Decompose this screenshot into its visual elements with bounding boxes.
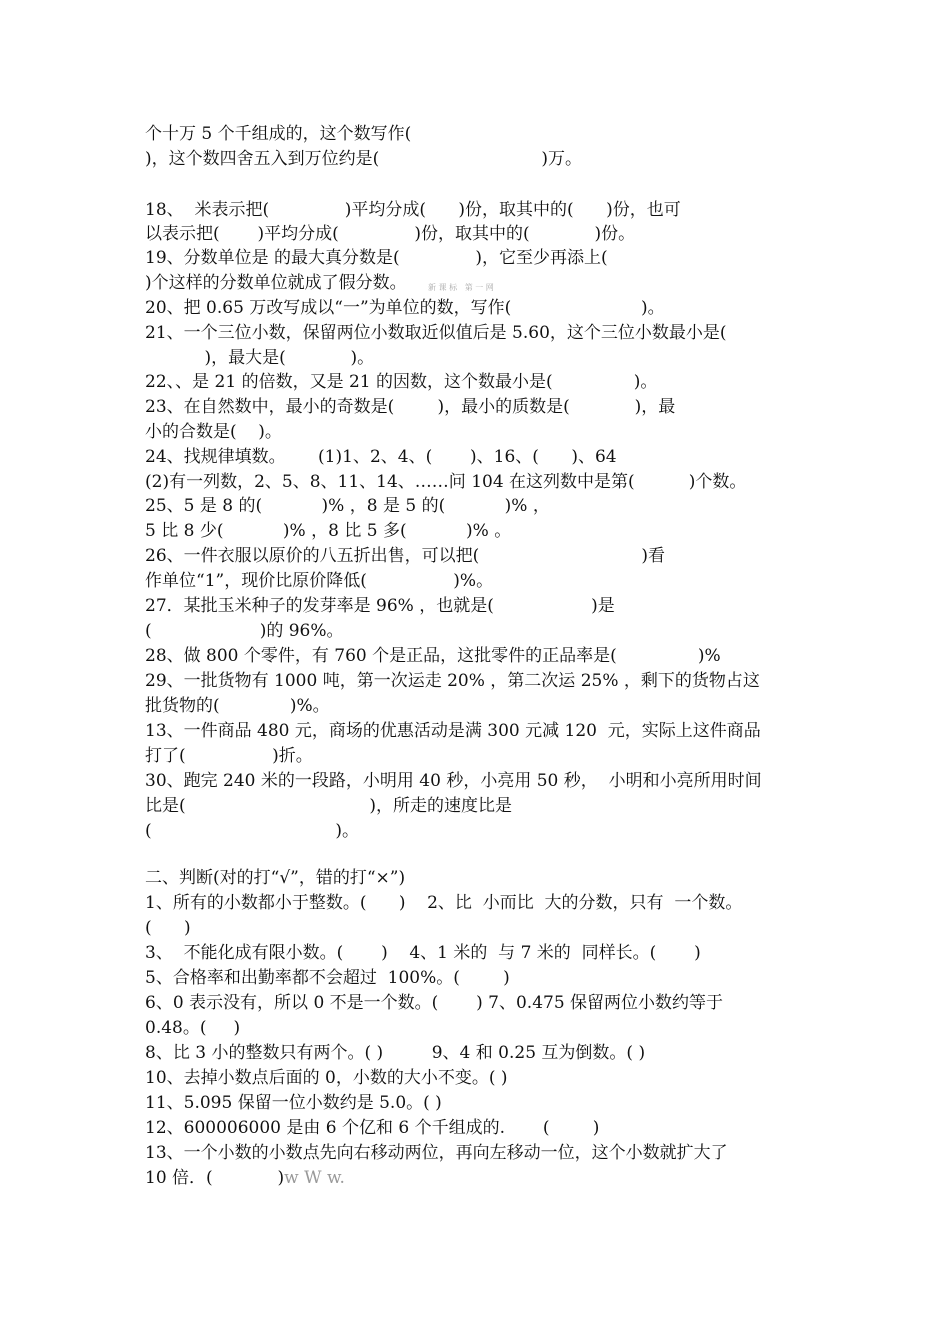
judgement-11: 11、5.095 保留一位小数约是 5.0。( )	[145, 1093, 442, 1113]
question-23-line-1: 23、在自然数中，最小的奇数是( )，最小的质数是( )，最	[145, 397, 676, 417]
question-27-line-2: ( )的 96%。	[145, 621, 344, 641]
watermark-text-2: w W w.	[284, 1168, 345, 1188]
text-line: 个十万 5 个千组成的，这个数写作(	[145, 124, 412, 144]
question-13a-line-1: 13、一件商品 480 元，商场的优惠活动是满 300 元减 120 元，实际上这件商品	[145, 721, 761, 741]
judgement-5: 5、合格率和出勤率都不会超过 100%。( )	[145, 968, 510, 988]
question-13a-line-2: 打了( )折。	[145, 746, 313, 766]
question-20: 20、把 0.65 万改写成以“一”为单位的数，写作( )。	[145, 298, 665, 318]
watermark-text: 新 课 标 第 一 网	[428, 283, 494, 292]
question-23-line-2: 小的合数是( )。	[145, 422, 282, 442]
question-19-line-1: 19、分数单位是 的最大真分数是( )，它至少再添上(	[145, 248, 608, 268]
question-24-line-1: 24、找规律填数。 (1)1、2、4、( )、16、( )、64	[145, 447, 617, 467]
question-22: 22、、是 21 的倍数，又是 21 的因数，这个数最小是( )。	[145, 372, 658, 392]
question-18-line-2: 以表示把( )平均分成( )份，取其中的( )份。	[145, 224, 636, 244]
judgement-1-2: 1、所有的小数都小于整数。( ) 2、比 小而比 大的分数，只有 一个数。	[145, 893, 743, 913]
question-28: 28、做 800 个零件，有 760 个是正品，这批零件的正品率是( )%	[145, 646, 721, 666]
judgement-10: 10、去掉小数点后面的 0，小数的大小不变。( )	[145, 1068, 508, 1088]
question-29-line-2: 批货物的( )%。	[145, 696, 330, 716]
judgement-13-text: 10 倍．( )	[145, 1168, 285, 1188]
judgement-6-7: 6、0 表示没有，所以 0 不是一个数。( ) 7、0.475 保留两位小数约等于	[145, 993, 724, 1013]
question-24-line-2: (2)有一列数，2、5、8、11、14、……问 104 在这列数中是第( )个数。	[145, 472, 747, 492]
question-30-line-1: 30、跑完 240 米的一段路，小明用 40 秒，小亮用 50 秒， 小明和小亮所用时间	[145, 771, 762, 791]
question-21-line-1: 21、一个三位小数，保留两位小数取近似值后是 5.60，这个三位小数最小是(	[145, 323, 727, 343]
judgement-7-answer: 0.48。( )	[145, 1018, 241, 1038]
judgement-8-9: 8、比 3 小的整数只有两个。( ) 9、4 和 0.25 互为倒数。( )	[145, 1043, 646, 1063]
question-25-line-1: 25、5 是 8 的( )% ，8 是 5 的( )% ，	[145, 496, 550, 516]
question-18-line-1: 18、 米表示把( )平均分成( )份，取其中的( )份，也可	[145, 200, 681, 220]
judgement-13-line-1: 13、一个小数的小数点先向右移动两位，再向左移动一位，这个小数就扩大了	[145, 1143, 728, 1163]
question-19-line-2: )个这样的分数单位就成了假分数。	[145, 273, 407, 293]
question-30-line-3: ( )。	[145, 821, 359, 841]
text-line: )，这个数四舍五入到万位约是( )万。	[145, 149, 583, 169]
judgement-13-line-2	[145, 1166, 345, 1191]
judgement-12: 12、600006000 是由 6 个亿和 6 个千组成的. ( )	[145, 1118, 600, 1138]
question-26-line-2: 作单位“1”，现价比原价降低( )%。	[145, 571, 494, 591]
question-25-line-2: 5 比 8 少( )% ，8 比 5 多( )% 。	[145, 521, 512, 541]
question-26-line-1: 26、一件衣服以原价的八五折出售，可以把( )看	[145, 546, 666, 566]
question-30-line-2: 比是( )，所走的速度比是	[145, 796, 512, 816]
judgement-3-4: 3、 不能化成有限小数。( ) 4、1 米的 与 7 米的 同样长。( )	[145, 943, 701, 963]
section-heading-judgement: 二、判断(对的打“√”，错的打“×”)	[145, 868, 406, 888]
question-21-line-2: )，最大是( )。	[145, 348, 375, 368]
judgement-2-answer: ( )	[145, 918, 191, 938]
question-27-line-1: 27．某批玉米种子的发芽率是 96% ，也就是( )是	[145, 596, 615, 616]
question-29-line-1: 29、一批货物有 1000 吨，第一次运走 20% ，第二次运 25% ，剩下的货物占这	[145, 671, 760, 691]
